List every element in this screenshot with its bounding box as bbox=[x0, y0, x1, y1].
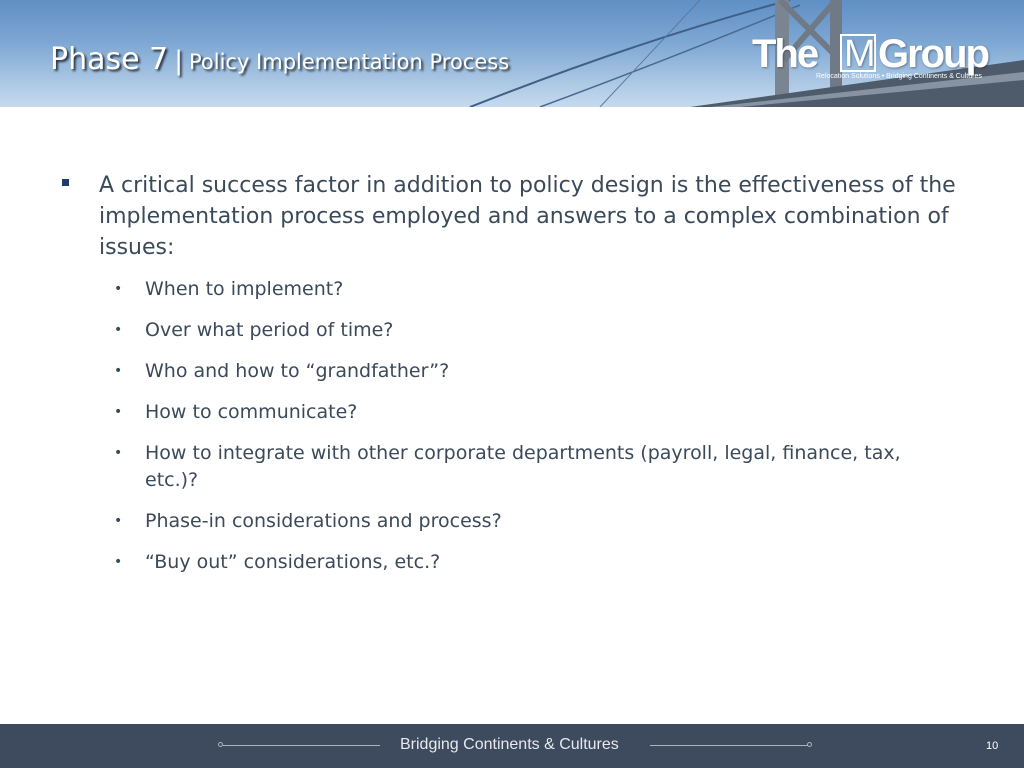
page-number: 10 bbox=[986, 740, 999, 752]
sub-bullet-list bbox=[114, 276, 914, 590]
list-item: • How to communicate? bbox=[114, 399, 914, 426]
footer-line-end-icon bbox=[807, 742, 812, 747]
bullet-dot-icon: • bbox=[114, 404, 123, 420]
list-item: • When to implement? bbox=[114, 276, 914, 303]
bullet-dot-icon: • bbox=[114, 513, 123, 529]
bullet-dot-icon: • bbox=[114, 554, 123, 570]
title-separator: | bbox=[174, 46, 183, 76]
list-item: • Who and how to “grandfather”? bbox=[114, 358, 914, 385]
bullet-dot-icon: • bbox=[114, 281, 123, 297]
list-item: • “Buy out” considerations, etc.? bbox=[114, 549, 914, 576]
logo-word-the: The bbox=[752, 32, 818, 76]
title-phase: Phase 7 bbox=[50, 42, 169, 77]
square-bullet-icon bbox=[62, 179, 69, 186]
logo-word-group: Group bbox=[878, 32, 988, 76]
page-title bbox=[50, 42, 509, 77]
footer-divider-right bbox=[650, 745, 808, 746]
logo-tagline: Relocation Solutions • Bridging Continents & Cultures bbox=[816, 73, 982, 80]
main-bullet-text: A critical success factor in addition to policy design is the effectiveness of the implementation process employed and answers to a complex combination of issues: bbox=[99, 173, 956, 260]
list-item: • How to integrate with other corporate departments (payroll, legal, finance, tax, etc.)? bbox=[114, 442, 901, 491]
list-item: • Phase-in considerations and process? bbox=[114, 508, 914, 535]
footer-text: Bridging Continents & Cultures bbox=[400, 736, 619, 753]
footer-divider-left bbox=[223, 745, 380, 746]
footer-bar bbox=[0, 724, 1024, 768]
bullet-dot-icon: • bbox=[114, 363, 123, 379]
list-item: • Over what period of time? bbox=[114, 317, 914, 344]
bullet-dot-icon: • bbox=[114, 322, 123, 338]
title-subtitle: Policy Implementation Process bbox=[188, 50, 510, 74]
company-logo bbox=[752, 30, 1012, 86]
bullet-dot-icon: • bbox=[114, 445, 123, 461]
header-banner bbox=[0, 0, 1024, 107]
logo-word-m: M bbox=[844, 33, 874, 75]
